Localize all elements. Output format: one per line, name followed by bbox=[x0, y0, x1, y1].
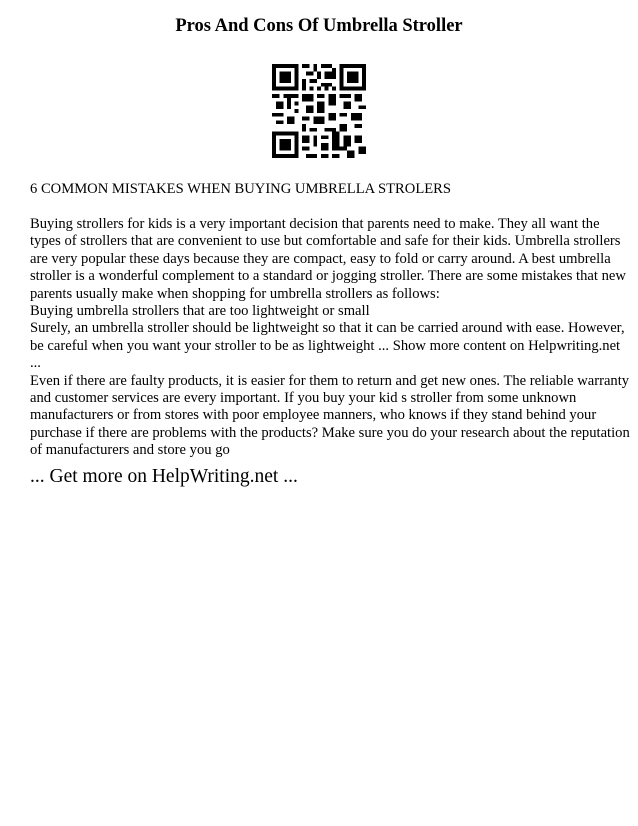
body-text bbox=[30, 216, 630, 460]
body-line: Buying umbrella strollers that are too lightweight or small bbox=[30, 303, 370, 320]
body-line: types of strollers that are convenient to use but comfortable and safe for their kids. Umbrella strollers bbox=[30, 233, 621, 250]
body-line: are very popular these days because they are compact, easy to fold or carry around. A best umbrella bbox=[30, 250, 611, 267]
body-line: be careful when you want your stroller to be as lightweight ... Show more content on Helpwriting.net bbox=[30, 337, 621, 354]
body-line: manufacturers or from stores with poor employee manners, who knows if they stand behind your bbox=[30, 407, 597, 424]
qr-code-graphic bbox=[272, 64, 366, 158]
get-more-link[interactable]: ... Get more on HelpWriting.net ... bbox=[30, 466, 298, 487]
body-line: ... bbox=[30, 355, 41, 372]
body-line: Buying strollers for kids is a very important decision that parents need to make. They all want the bbox=[30, 216, 600, 232]
qr-code-icon bbox=[272, 64, 366, 158]
body-line: Surely, an umbrella stroller should be lightweight so that it can be carried around with ease. However, bbox=[30, 320, 625, 337]
body-line: stroller is a wonderful complement to a standard or jogging stroller. There are some mistakes that new bbox=[30, 268, 626, 285]
page-title: Pros And Cons Of Umbrella Stroller bbox=[175, 16, 463, 36]
body-line: purchase if there are problems with the products? Make sure you do your research about the reputation bbox=[30, 424, 630, 441]
body-line: Even if there are faulty products, it is easier for them to return and get new ones. The reliable warranty bbox=[30, 372, 630, 389]
section-heading: 6 COMMON MISTAKES WHEN BUYING UMBRELLA STROLERS bbox=[30, 181, 451, 197]
body-line: of manufacturers and store you go bbox=[30, 442, 230, 459]
body-line: and customer services are every important. If you buy your kid s stroller from some unknown bbox=[30, 390, 577, 407]
body-line: parents usually make when shopping for umbrella strollers as follows: bbox=[30, 285, 440, 302]
